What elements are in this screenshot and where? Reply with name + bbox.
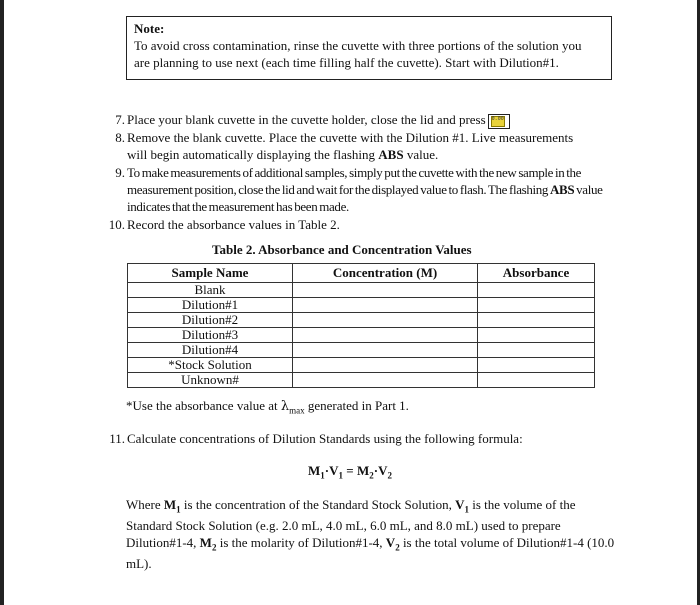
sample-name-cell: Dilution#3 bbox=[128, 328, 293, 343]
concentration-cell[interactable] bbox=[293, 373, 478, 388]
sample-name-cell: Unknown# bbox=[128, 373, 293, 388]
formula-sub: 1 bbox=[338, 470, 344, 481]
footnote-suffix: generated in Part 1. bbox=[304, 398, 409, 413]
formula-equals: = bbox=[343, 463, 357, 478]
step-11-text: Calculate concentrations of Dilution Standards using the following formula: bbox=[127, 431, 523, 446]
note-title: Note: bbox=[134, 21, 165, 36]
step-9-text-line-3: indicates that the measurement has been made. bbox=[127, 199, 349, 214]
table-caption: Table 2. Absorbance and Concentration Values bbox=[212, 242, 472, 257]
page-border-left bbox=[0, 0, 4, 605]
concentration-cell[interactable] bbox=[293, 328, 478, 343]
step-number: 9. bbox=[115, 165, 125, 180]
concentration-cell[interactable] bbox=[293, 298, 478, 313]
step-7-text: Place your blank cuvette in the cuvette holder, close the lid and press bbox=[127, 112, 486, 127]
symbol-subscript: 2 bbox=[395, 542, 400, 553]
note-box bbox=[126, 16, 612, 80]
formula-sub: 2 bbox=[369, 470, 374, 481]
symbol-letter: V bbox=[455, 497, 465, 512]
absorbance-cell[interactable] bbox=[478, 313, 595, 328]
para-text: is the volume of the Standard Stock Solution (e.g. 2.0 mL, 4.0 mL, 6.0 mL, and 8.0 mL) used to prepare Dilution#1-4, bbox=[126, 497, 576, 550]
symbol-v1 bbox=[455, 497, 469, 515]
table-footnote bbox=[126, 398, 409, 416]
para-text: Where bbox=[126, 497, 164, 512]
symbol-m2 bbox=[199, 534, 217, 553]
step-number: 8. bbox=[115, 130, 125, 145]
column-header-absorbance: Absorbance bbox=[478, 264, 595, 283]
formula-dot: · bbox=[373, 463, 379, 478]
formula-sub: 1 bbox=[320, 470, 325, 481]
concentration-cell[interactable] bbox=[293, 313, 478, 328]
sample-name-cell: Dilution#1 bbox=[128, 298, 293, 313]
footnote-prefix: *Use the absorbance value at bbox=[126, 398, 281, 413]
symbol-subscript: 1 bbox=[176, 504, 181, 515]
lambda-symbol: λ bbox=[280, 399, 290, 414]
symbol-letter: V bbox=[385, 534, 396, 550]
table-header-row bbox=[128, 264, 595, 283]
symbol-v2 bbox=[385, 534, 400, 553]
lambda-subscript: max bbox=[289, 405, 305, 416]
note-text-line-1: To avoid cross contamination, rinse the cuvette with three portions of the solution you bbox=[134, 38, 582, 53]
para-text: is the molarity of Dilution#1-4, bbox=[216, 534, 386, 550]
formula-m2: M bbox=[356, 463, 370, 478]
table-row bbox=[128, 283, 595, 298]
step-8-text-end: value. bbox=[403, 147, 439, 162]
dilution-formula bbox=[0, 463, 700, 481]
zero-button-label: 0.00 bbox=[491, 116, 505, 127]
step-8-text-line-2: will begin automatically displaying the flashing bbox=[127, 147, 379, 162]
table-row bbox=[128, 298, 595, 313]
para-text: is the total volume of Dilution#1-4 (10.0 mL). bbox=[126, 534, 615, 571]
sample-name-cell: *Stock Solution bbox=[128, 358, 293, 373]
step-9-text-value: value bbox=[574, 182, 603, 197]
absorbance-cell[interactable] bbox=[478, 358, 595, 373]
concentration-cell[interactable] bbox=[293, 343, 478, 358]
absorbance-cell[interactable] bbox=[478, 373, 595, 388]
step-10-text: Record the absorbance values in Table 2. bbox=[127, 217, 340, 232]
absorbance-table bbox=[127, 263, 595, 388]
table-row bbox=[128, 373, 595, 388]
abs-keyword: ABS bbox=[549, 182, 575, 197]
symbol-letter: M bbox=[163, 497, 177, 512]
step-number: 7. bbox=[115, 112, 125, 127]
formula-sub: 2 bbox=[387, 470, 392, 481]
symbol-subscript: 1 bbox=[464, 504, 469, 515]
step-9-text-line-2: measurement position, close the lid and wait for the displayed value to flash. The flashing bbox=[127, 182, 550, 197]
table-row bbox=[128, 313, 595, 328]
sample-name-cell: Dilution#2 bbox=[128, 313, 293, 328]
step-number: 10. bbox=[108, 217, 125, 232]
step-number: 11. bbox=[109, 431, 125, 446]
column-header-sample-name: Sample Name bbox=[128, 264, 293, 283]
note-text-line-2: are planning to use next (each time filling half the cuvette). Start with Dilution#1. bbox=[134, 55, 559, 70]
formula-dot: · bbox=[324, 463, 330, 478]
table-row bbox=[128, 358, 595, 373]
symbol-letter: M bbox=[199, 534, 212, 550]
formula-v2: V bbox=[378, 463, 388, 478]
absorbance-cell[interactable] bbox=[478, 298, 595, 313]
symbol-subscript: 2 bbox=[211, 542, 217, 553]
formula-explanation bbox=[126, 497, 616, 572]
concentration-cell[interactable] bbox=[293, 358, 478, 373]
step-9-text-line-1: To make measurements of additional samples, simply put the cuvette with the new sample in the bbox=[127, 165, 582, 180]
table-row bbox=[128, 343, 595, 358]
absorbance-cell[interactable] bbox=[478, 343, 595, 358]
step-8-text-line-1: Remove the blank cuvette. Place the cuvette with the Dilution #1. Live measurements bbox=[127, 130, 574, 145]
sample-name-cell: Blank bbox=[128, 283, 293, 298]
concentration-cell[interactable] bbox=[293, 283, 478, 298]
symbol-m1 bbox=[163, 497, 181, 515]
zero-button-icon[interactable] bbox=[488, 114, 510, 129]
para-text: is the concentration of the Standard Stock Solution, bbox=[180, 497, 456, 512]
absorbance-cell[interactable] bbox=[478, 283, 595, 298]
formula-v1: V bbox=[329, 463, 339, 478]
table-row bbox=[128, 328, 595, 343]
abs-keyword: ABS bbox=[378, 147, 404, 162]
sample-name-cell: Dilution#4 bbox=[128, 343, 293, 358]
absorbance-cell[interactable] bbox=[478, 328, 595, 343]
formula-m1: M bbox=[308, 463, 321, 478]
column-header-concentration: Concentration (M) bbox=[293, 264, 478, 283]
